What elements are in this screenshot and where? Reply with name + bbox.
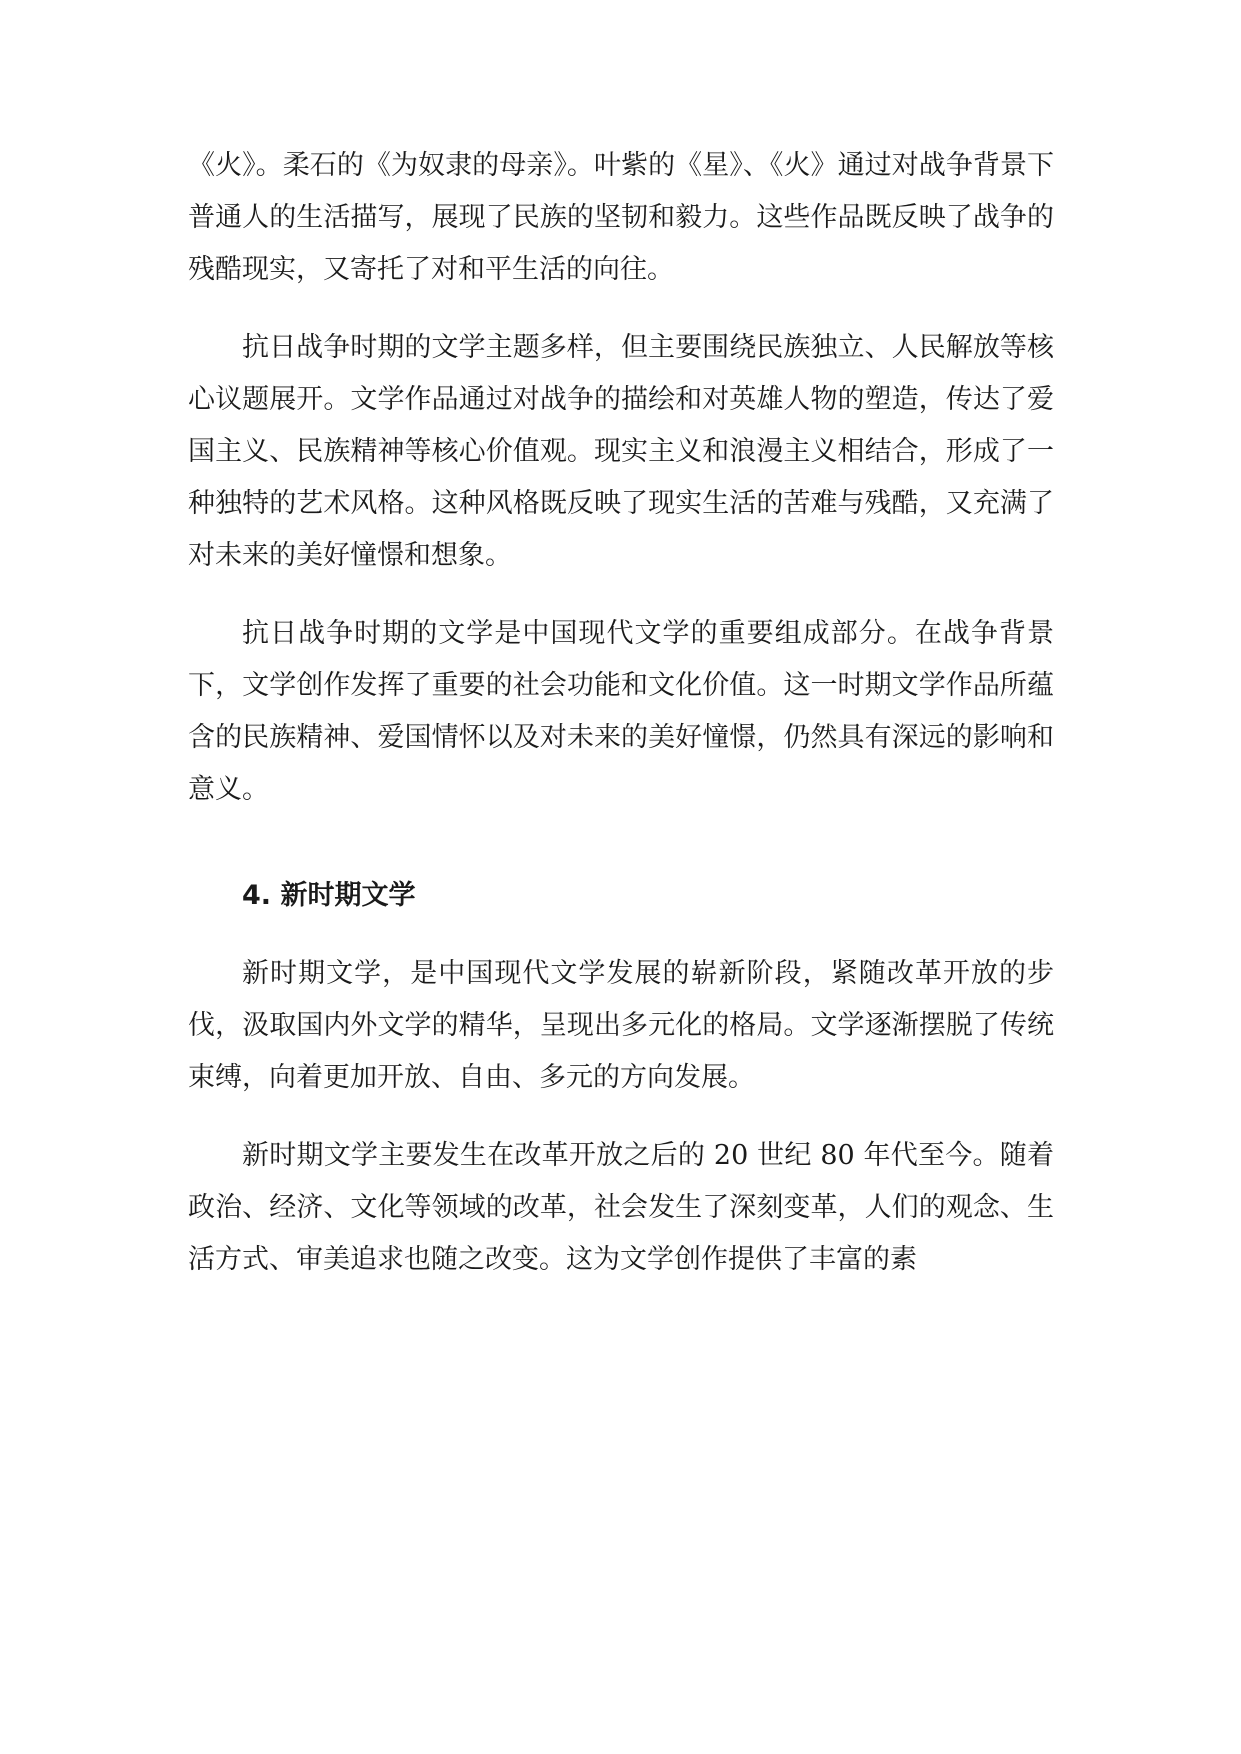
paragraph-continuation: 《火》。柔石的《为奴隶的母亲》。叶紫的《星》、《火》通过对战争背景下普通人的生活描写，展现了民族的坚韧和毅力。这些作品既反映了战争的残酷现实，又寄托了对和平生活的向往。 xyxy=(188,150,1054,285)
paragraph-new-era-intro: 新时期文学，是中国现代文学发展的崭新阶段，紧随改革开放的步伐，汲取国内外文学的精华，呈现出多元化的格局。文学逐渐摆脱了传统束缚，向着更加开放、自由、多元的方向发展。 xyxy=(188,958,1054,1093)
paragraph-wartime-themes: 抗日战争时期的文学主题多样，但主要围绕民族独立、人民解放等核心议题展开。文学作品通过对战争的描绘和对英雄人物的塑造，传达了爱国主义、民族精神等核心价值观。现实主义和浪漫主义相结合，形成了一种独特的艺术风格。这种风格既反映了现实生活的苦难与残酷，又充满了对未来的美好憧憬和想象。 xyxy=(188,332,1054,571)
document-page xyxy=(188,140,1054,1312)
section-heading: 4. 新时期文学 xyxy=(242,880,416,911)
paragraph-wartime-significance: 抗日战争时期的文学是中国现代文学的重要组成部分。在战争背景下，文学创作发挥了重要的社会功能和文化价值。这一时期文学作品所蕴含的民族精神、爱国情怀以及对未来的美好憧憬，仍然具有深远的影响和意义。 xyxy=(188,618,1054,805)
paragraph-new-era-context: 新时期文学主要发生在改革开放之后的 20 世纪 80 年代至今。随着政治、经济、文化等领域的改革，社会发生了深刻变革，人们的观念、生活方式、审美追求也随之改变。这为文学创作提供了丰富的素 xyxy=(188,1140,1054,1275)
